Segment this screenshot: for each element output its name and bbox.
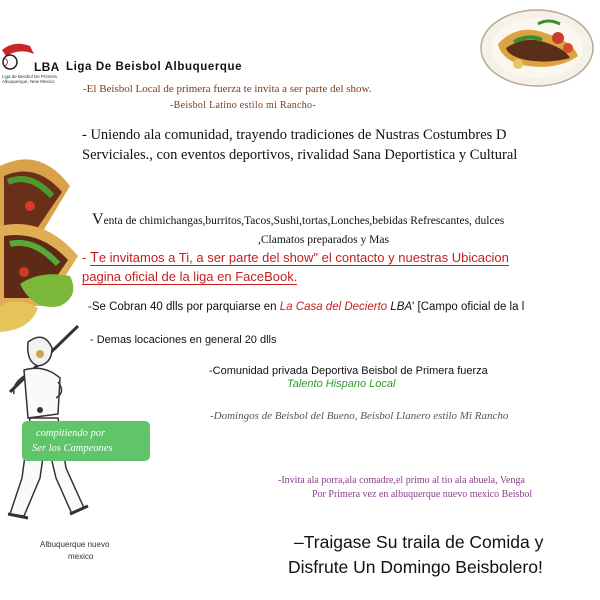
comunidad-line: -Comunidad privada Deportiva Beisbol de Primera fuerza (209, 365, 488, 377)
header-invite: -El Beisbol Local de primera fuerza te invita a ser parte del show. (83, 83, 372, 95)
other-locations: - Demas locaciones en general 20 dlls (90, 334, 277, 346)
invita-dash: - (82, 250, 90, 265)
footer-line-2: Disfrute Un Domingo Beisbolero! (288, 557, 543, 577)
badge-line-1: compitiendo por (36, 428, 106, 439)
food-plate-icon (478, 4, 596, 92)
primera-vez-line: Por Primera vez en albuquerque nuevo mexico Beisbol (312, 489, 533, 500)
facebook-link-text: pagina oficial de la liga en FaceBook. (82, 269, 298, 284)
logo-subtext: Liga de Beisbol De Primera Albuquerque, New Mexico (2, 74, 57, 84)
talento-line: Talento Hispano Local (287, 378, 396, 390)
uniendo-line-2: Serviciales., con eventos deportivos, rivalidad Sana Deportistica y Cultural (82, 147, 518, 163)
logo-abbr: LBA (34, 60, 60, 74)
parking-place: La Casa del Decierto (279, 301, 388, 313)
header-tagline: -Beisbol Latino estilo mi Rancho- (170, 100, 316, 111)
caption-line-1: Albuquerque nuevo (40, 540, 110, 549)
badge-line-2: Ser los Campeones (32, 443, 113, 454)
venta-text: enta de chimichangas,burritos,Tacos,Sushi,tortas,Lonches,bebidas Refrescantes, dulces (103, 215, 505, 227)
uniendo-line-1: - Uniendo ala comunidad, trayendo tradiciones de Nustras Costumbres D (82, 127, 507, 143)
invita-porra-line: -Invita ala porra,ala comadre,el primo al tio ala abuela, Venga (278, 475, 525, 486)
invita-text: e invitamos a Ti, a ser parte del show" el contacto y nuestras Ubicacion (98, 250, 509, 265)
clamatos-line: ,Clamatos preparados y Mas (258, 234, 389, 246)
footer-line-1: –Traigase Su traila de Comida y (294, 532, 544, 552)
invita-big-letter: T (89, 250, 99, 266)
caption-line-2: mexico (68, 552, 94, 561)
competing-badge (22, 421, 150, 461)
food-plate-image (478, 4, 596, 92)
parking-line: -Se Cobran 40 dlls por parquiarse en La Casa del Decierto LBA' [Campo oficial de la l (88, 301, 525, 313)
invita-line-1 (82, 250, 509, 266)
tacos-image (0, 146, 84, 334)
venta-cap: V (92, 211, 104, 228)
domingos-line: -Domingos de Beisbol del Bueno, Beisbol Llanero estilo Mi Rancho (210, 410, 509, 422)
invita-line-2 (82, 269, 297, 284)
venta-line (92, 211, 504, 229)
league-title: Liga De Beisbol Albuquerque (66, 61, 243, 73)
tacos-icon (0, 146, 84, 334)
